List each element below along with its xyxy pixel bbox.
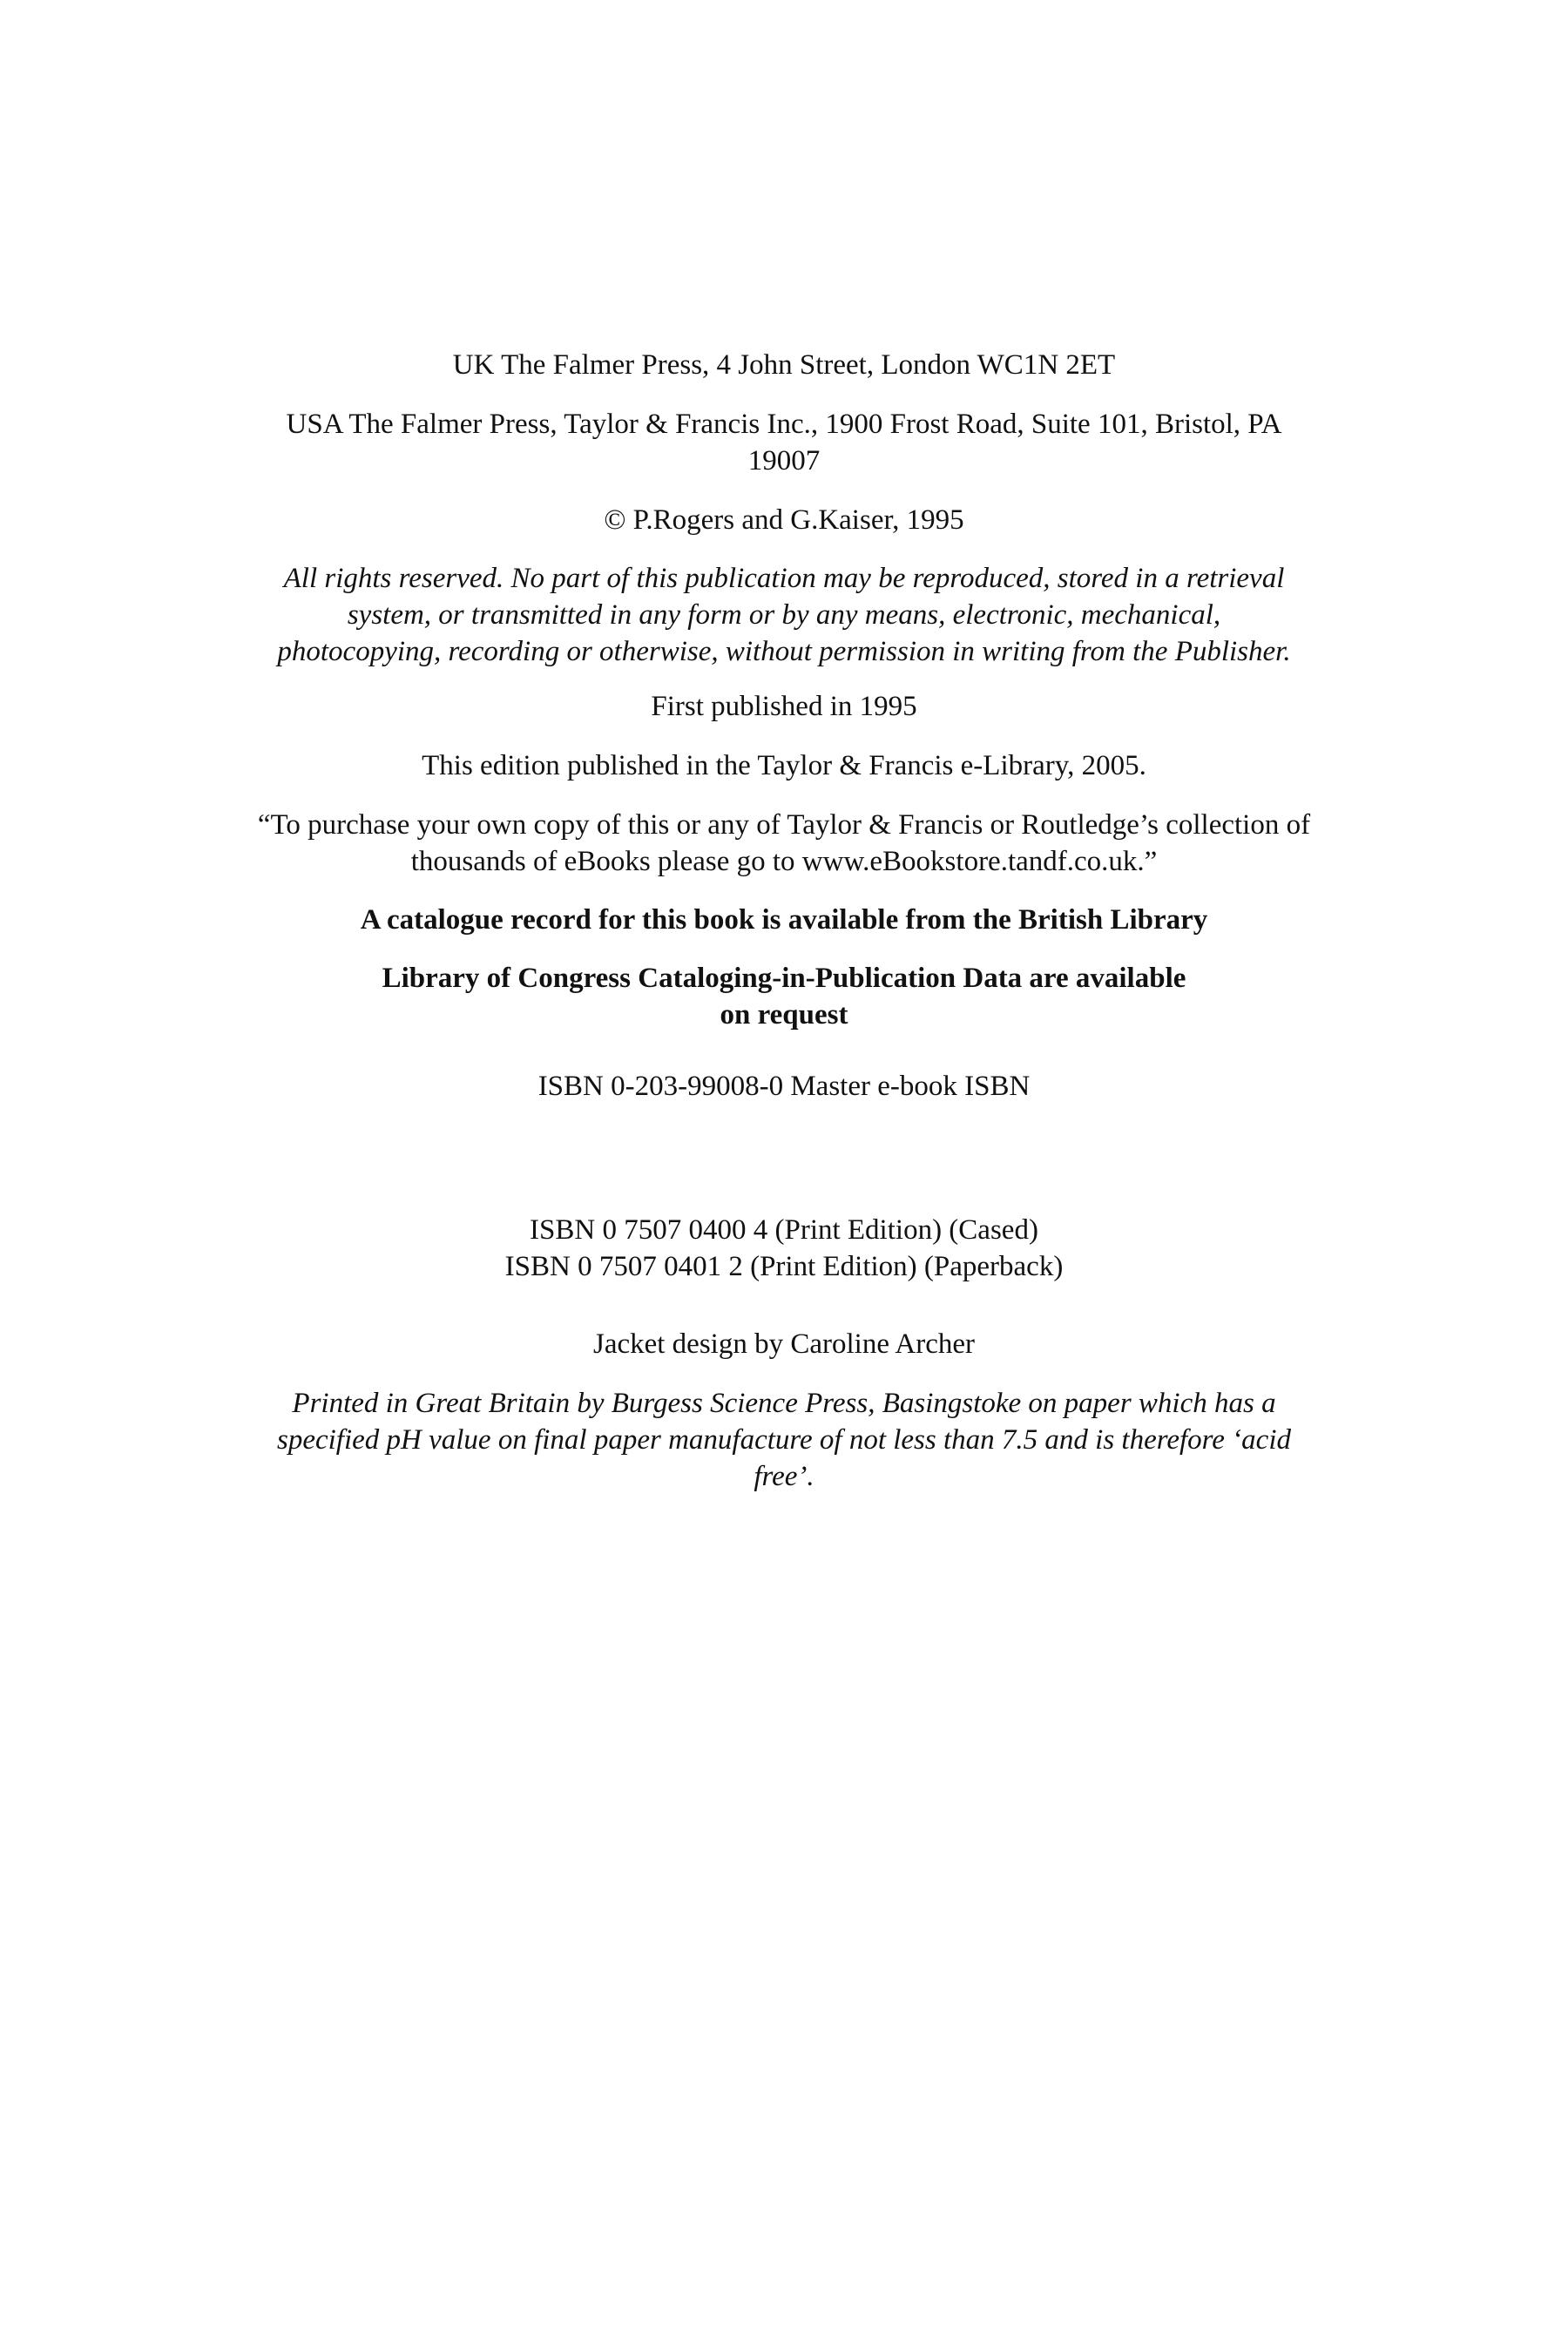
library-of-congress: Library of Congress Cataloging-in-Publication Data are available on request (382, 963, 1186, 1031)
publisher-usa: USA The Falmer Press, Taylor & Francis Inc., 1900 Frost Road, Suite 101, Bristol, PA 19007 (286, 409, 1282, 476)
jacket-design: Jacket design by Caroline Archer (592, 1328, 976, 1360)
copyright-notice: © P.Rogers and G.Kaiser, 1995 (604, 504, 964, 536)
publisher-uk: UK The Falmer Press, 4 John Street, London WC1N 2ET (452, 349, 1116, 381)
rights-reserved: All rights reserved. No part of this publication may be reproduced, stored in a retrieval system, or transmitted in any form or by any means, electronic, mechanical, photocopying, recording or otherwise, without permission in writing from the Publisher. (277, 563, 1291, 667)
first-published: First published in 1995 (651, 691, 917, 722)
printed-in: Printed in Great Britain by Burgess Science Press, Basingstoke on paper which has a specified pH value on final paper manufacture of not less than 7.5 and is therefore ‘acid free’. (277, 1388, 1291, 1492)
purchase-note: “To purchase your own copy of this or any of Taylor & Francis or Routledge’s collection of thousands of eBooks please go to www.eBookstore.tandf.co.uk.” (257, 809, 1311, 877)
isbn-master: ISBN 0-203-99008-0 Master e-book ISBN (537, 1071, 1031, 1102)
edition-note: This edition published in the Taylor & Francis e-Library, 2005. (422, 750, 1146, 781)
catalogue-record: A catalogue record for this book is available from the British Library (360, 904, 1208, 936)
isbn-print: ISBN 0 7507 0400 4 (Print Edition) (Cased) ISBN 0 7507 0401 2 (Print Edition) (Paperback) (504, 1214, 1064, 1282)
